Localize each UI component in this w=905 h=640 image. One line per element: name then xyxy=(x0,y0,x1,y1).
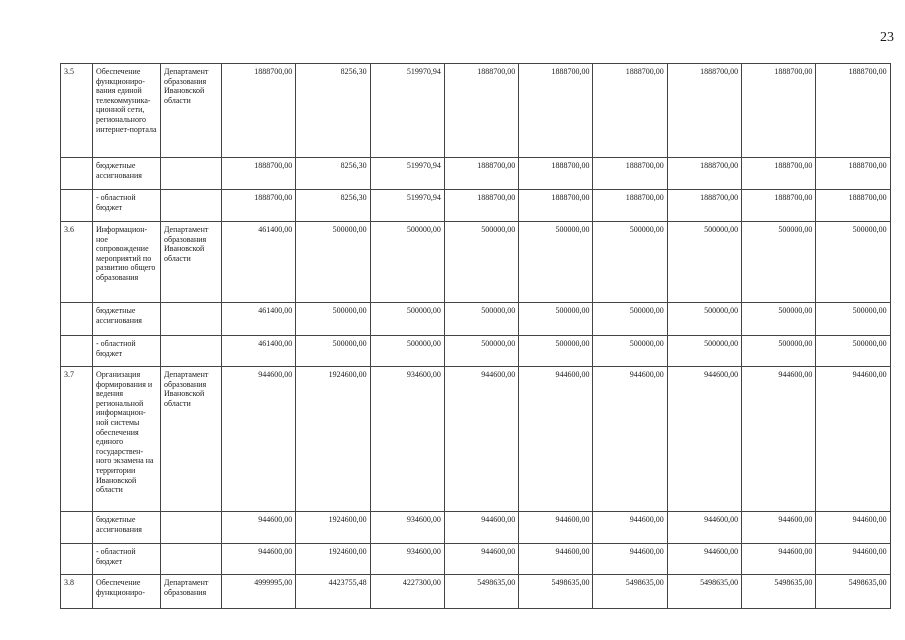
table-row xyxy=(61,512,891,544)
table-row xyxy=(61,222,891,303)
amount-cell: 500000,00 xyxy=(667,336,741,367)
amount-cell: 500000,00 xyxy=(444,303,518,336)
amount-cell: 1888700,00 xyxy=(444,158,518,190)
amount-cell: 5498635,00 xyxy=(519,575,593,609)
amount-cell: 944600,00 xyxy=(593,512,667,544)
amount-cell: 4999995,00 xyxy=(222,575,296,609)
item-number-cell xyxy=(61,544,93,575)
executor-cell xyxy=(161,336,222,367)
item-name-cell: - областной бюджет xyxy=(93,190,161,222)
item-number-cell: 3.5 xyxy=(61,64,93,158)
amount-cell: 500000,00 xyxy=(296,336,370,367)
amount-cell: 8256,30 xyxy=(296,64,370,158)
amount-cell: 944600,00 xyxy=(742,544,816,575)
amount-cell: 500000,00 xyxy=(742,336,816,367)
amount-cell: 944600,00 xyxy=(667,512,741,544)
amount-cell: 1888700,00 xyxy=(667,190,741,222)
amount-cell: 500000,00 xyxy=(444,222,518,303)
amount-cell: 8256,30 xyxy=(296,158,370,190)
table-row xyxy=(61,367,891,512)
table-row xyxy=(61,190,891,222)
amount-cell: 4423755,48 xyxy=(296,575,370,609)
amount-cell: 500000,00 xyxy=(519,336,593,367)
amount-cell: 1888700,00 xyxy=(222,64,296,158)
amount-cell: 944600,00 xyxy=(222,367,296,512)
amount-cell: 500000,00 xyxy=(519,303,593,336)
item-number-cell xyxy=(61,190,93,222)
table-row xyxy=(61,336,891,367)
amount-cell: 1888700,00 xyxy=(816,190,890,222)
amount-cell: 1888700,00 xyxy=(742,190,816,222)
item-name-cell: Обеспечение функциониро-вания единой телекоммуника-ционной сети, регионального интернет-портала xyxy=(93,64,161,158)
amount-cell: 500000,00 xyxy=(742,222,816,303)
amount-cell: 500000,00 xyxy=(816,336,890,367)
amount-cell: 500000,00 xyxy=(667,303,741,336)
amount-cell: 1888700,00 xyxy=(519,64,593,158)
budget-table-body xyxy=(61,64,891,609)
amount-cell: 461400,00 xyxy=(222,303,296,336)
amount-cell: 1888700,00 xyxy=(816,64,890,158)
amount-cell: 500000,00 xyxy=(593,303,667,336)
amount-cell: 1888700,00 xyxy=(593,158,667,190)
table-row xyxy=(61,303,891,336)
amount-cell: 1924600,00 xyxy=(296,512,370,544)
executor-cell xyxy=(161,512,222,544)
item-number-cell xyxy=(61,336,93,367)
item-name-cell: Информацион-ное сопровождение мероприятий по развитию общего образования xyxy=(93,222,161,303)
table-row xyxy=(61,158,891,190)
amount-cell: 500000,00 xyxy=(444,336,518,367)
amount-cell: 934600,00 xyxy=(370,512,444,544)
amount-cell: 500000,00 xyxy=(296,222,370,303)
amount-cell: 944600,00 xyxy=(519,544,593,575)
amount-cell: 500000,00 xyxy=(519,222,593,303)
item-number-cell xyxy=(61,158,93,190)
amount-cell: 944600,00 xyxy=(667,544,741,575)
executor-cell: Департамент образования Ивановской области xyxy=(161,367,222,512)
amount-cell: 944600,00 xyxy=(816,367,890,512)
amount-cell: 5498635,00 xyxy=(444,575,518,609)
amount-cell: 519970,94 xyxy=(370,190,444,222)
amount-cell: 500000,00 xyxy=(816,303,890,336)
item-number-cell: 3.8 xyxy=(61,575,93,609)
amount-cell: 1888700,00 xyxy=(519,190,593,222)
executor-cell xyxy=(161,190,222,222)
amount-cell: 1924600,00 xyxy=(296,367,370,512)
amount-cell: 500000,00 xyxy=(370,303,444,336)
executor-cell xyxy=(161,303,222,336)
item-name-cell: - областной бюджет xyxy=(93,336,161,367)
table-row xyxy=(61,64,891,158)
item-name-cell: - областной бюджет xyxy=(93,544,161,575)
amount-cell: 934600,00 xyxy=(370,544,444,575)
amount-cell: 5498635,00 xyxy=(593,575,667,609)
amount-cell: 1888700,00 xyxy=(222,190,296,222)
amount-cell: 1888700,00 xyxy=(519,158,593,190)
amount-cell: 944600,00 xyxy=(444,512,518,544)
amount-cell: 5498635,00 xyxy=(667,575,741,609)
amount-cell: 461400,00 xyxy=(222,222,296,303)
amount-cell: 1888700,00 xyxy=(742,158,816,190)
page-number: 23 xyxy=(880,30,894,45)
amount-cell: 500000,00 xyxy=(370,336,444,367)
amount-cell: 500000,00 xyxy=(816,222,890,303)
amount-cell: 944600,00 xyxy=(742,512,816,544)
amount-cell: 500000,00 xyxy=(593,222,667,303)
item-name-cell: Организация формирования и ведения региональной информацион-ной системы обеспечения единого государствен-ного экзамена на территории Ивановской области xyxy=(93,367,161,512)
executor-cell: Департамент образования Ивановской области xyxy=(161,64,222,158)
amount-cell: 500000,00 xyxy=(593,336,667,367)
amount-cell: 500000,00 xyxy=(742,303,816,336)
amount-cell: 1888700,00 xyxy=(667,64,741,158)
amount-cell: 934600,00 xyxy=(370,367,444,512)
budget-table xyxy=(60,63,891,609)
item-name-cell: бюджетные ассигнования xyxy=(93,512,161,544)
amount-cell: 944600,00 xyxy=(444,544,518,575)
amount-cell: 500000,00 xyxy=(370,222,444,303)
item-name-cell: бюджетные ассигнования xyxy=(93,303,161,336)
amount-cell: 944600,00 xyxy=(519,367,593,512)
amount-cell: 1888700,00 xyxy=(742,64,816,158)
item-name-cell: Обеспечение функциониро- xyxy=(93,575,161,609)
amount-cell: 5498635,00 xyxy=(816,575,890,609)
amount-cell: 8256,30 xyxy=(296,190,370,222)
amount-cell: 944600,00 xyxy=(444,367,518,512)
amount-cell: 944600,00 xyxy=(593,544,667,575)
amount-cell: 944600,00 xyxy=(593,367,667,512)
amount-cell: 1888700,00 xyxy=(444,190,518,222)
amount-cell: 1888700,00 xyxy=(444,64,518,158)
executor-cell xyxy=(161,158,222,190)
amount-cell: 461400,00 xyxy=(222,336,296,367)
table-row xyxy=(61,544,891,575)
amount-cell: 944600,00 xyxy=(816,512,890,544)
amount-cell: 944600,00 xyxy=(742,367,816,512)
amount-cell: 1924600,00 xyxy=(296,544,370,575)
amount-cell: 944600,00 xyxy=(222,544,296,575)
amount-cell: 1888700,00 xyxy=(816,158,890,190)
amount-cell: 500000,00 xyxy=(296,303,370,336)
amount-cell: 1888700,00 xyxy=(222,158,296,190)
amount-cell: 944600,00 xyxy=(519,512,593,544)
amount-cell: 944600,00 xyxy=(222,512,296,544)
item-number-cell: 3.6 xyxy=(61,222,93,303)
executor-cell: Департамент образования xyxy=(161,575,222,609)
amount-cell: 1888700,00 xyxy=(593,190,667,222)
amount-cell: 4227300,00 xyxy=(370,575,444,609)
amount-cell: 519970,94 xyxy=(370,64,444,158)
amount-cell: 944600,00 xyxy=(816,544,890,575)
executor-cell: Департамент образования Ивановской области xyxy=(161,222,222,303)
amount-cell: 944600,00 xyxy=(667,367,741,512)
item-number-cell xyxy=(61,512,93,544)
amount-cell: 519970,94 xyxy=(370,158,444,190)
amount-cell: 1888700,00 xyxy=(593,64,667,158)
item-number-cell: 3.7 xyxy=(61,367,93,512)
table-row xyxy=(61,575,891,609)
executor-cell xyxy=(161,544,222,575)
amount-cell: 1888700,00 xyxy=(667,158,741,190)
amount-cell: 500000,00 xyxy=(667,222,741,303)
amount-cell: 5498635,00 xyxy=(742,575,816,609)
item-name-cell: бюджетные ассигнования xyxy=(93,158,161,190)
item-number-cell xyxy=(61,303,93,336)
